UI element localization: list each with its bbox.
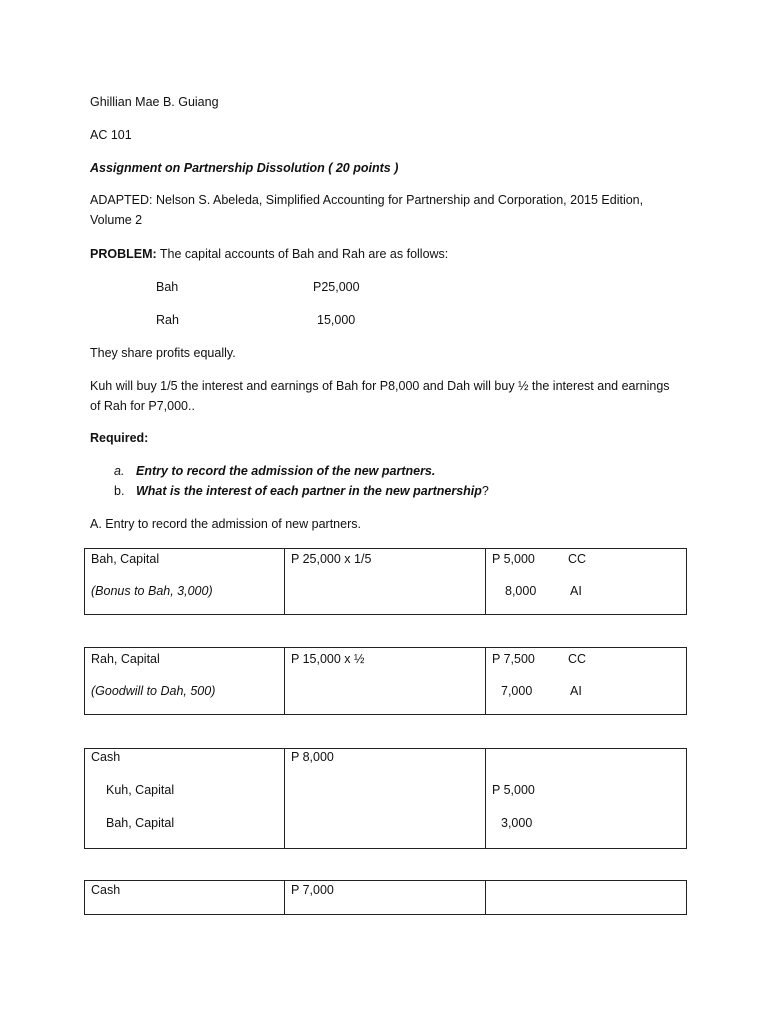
capital-name: Rah [156,313,179,327]
credit-amount: 3,000 [501,816,533,830]
computation-cell [285,749,486,849]
amount-tag: AI [570,584,582,598]
capital-row-bah [0,279,768,295]
entry-table-kuh-cash [84,748,687,849]
capital-row-rah [0,312,768,328]
computation-cell [285,648,486,715]
account-name: Cash [91,750,121,764]
computation: P 25,000 x 1/5 [291,552,372,566]
account-cell [85,749,285,849]
profit-share-text: They share profits equally. [90,346,236,360]
adapted-source [90,190,670,230]
item-suffix: ? [481,484,489,498]
computation-cell [285,881,486,915]
account-name: Cash [91,883,121,897]
amount-tag: AI [570,684,582,698]
amount-cell [486,549,687,615]
amount-cell [486,881,687,915]
entry-table-bah [84,548,687,615]
capital-value: P25,000 [313,280,360,294]
item-marker: b. [114,484,125,498]
item-text: What is the interest of each partner in the new partnership [136,484,482,498]
amount: 8,000 [505,584,537,598]
assignment-title: Assignment on Partnership Dissolution ( 20 points ) [90,161,399,175]
account-name: Bah, Capital [106,816,175,830]
account-name: Rah, Capital [91,652,160,666]
debit-amount: P 7,000 [291,883,334,897]
required-item-b [114,483,489,499]
entry-table-dah-cash [84,880,687,915]
account-cell [85,549,285,615]
account-cell [85,648,285,715]
credit-amount: P 5,000 [492,783,535,797]
account-note: (Bonus to Bah, 3,000) [91,584,213,598]
debit-amount: P 8,000 [291,750,334,764]
account-note: (Goodwill to Dah, 500) [91,684,216,698]
required-item-a [114,463,435,479]
computation: P 15,000 x ½ [291,652,365,666]
amount-tag: CC [568,652,587,666]
amount: P 5,000 [492,552,535,566]
adapted-text: Nelson S. Abeleda, Simplified Accounting for Partnership and Corporation, 2015 Edition, Volume 2 [90,193,644,227]
student-name: Ghillian Mae B. Guiang [90,95,219,109]
entry-table-rah [84,647,687,715]
adapted-label: ADAPTED: [90,193,153,207]
computation-cell [285,549,486,615]
account-cell [85,881,285,915]
course-code: AC 101 [90,128,132,142]
amount-tag: CC [568,552,587,566]
capital-name: Bah [156,280,179,294]
amount-cell [486,648,687,715]
purchase-text: Kuh will buy 1/5 the interest and earnings of Bah for P8,000 and Dah will buy ½ the interest and earnings of Rah for P7,000.. [90,379,670,413]
amount-cell [486,749,687,849]
section-a-heading: A. Entry to record the admission of new partners. [90,517,361,531]
capital-value: 15,000 [317,313,356,327]
amount: P 7,500 [492,652,535,666]
account-name: Kuh, Capital [106,783,175,797]
required-label: Required: [90,431,149,445]
item-marker: a. [114,464,125,478]
amount: 7,000 [501,684,533,698]
problem-statement [90,246,448,262]
problem-text: The capital accounts of Bah and Rah are as follows: [159,247,449,261]
account-name: Bah, Capital [91,552,160,566]
problem-label: PROBLEM: [90,247,157,261]
item-text: Entry to record the admission of the new partners. [136,464,436,478]
